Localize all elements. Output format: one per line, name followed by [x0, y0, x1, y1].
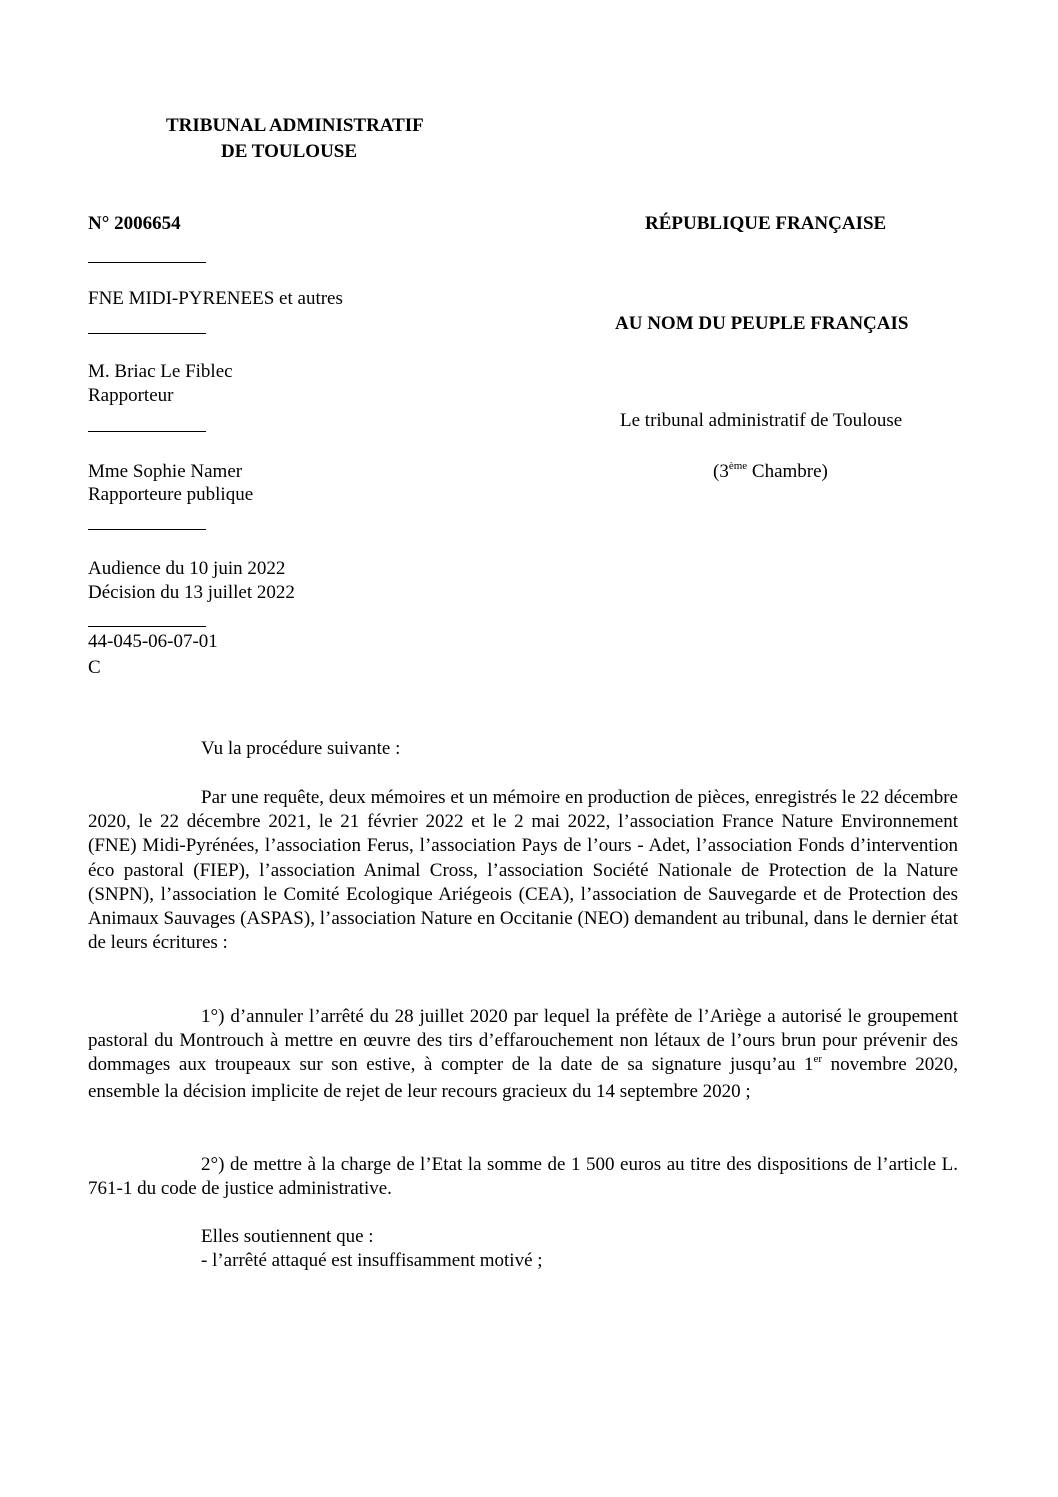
court-name-line2: DE TOULOUSE — [221, 141, 358, 162]
decision-date: Décision du 13 juillet 2022 — [88, 582, 295, 603]
separator-rule — [88, 262, 206, 263]
separator-rule — [88, 333, 206, 334]
rapporteur-role: Rapporteur — [88, 385, 174, 406]
separator-rule — [88, 529, 206, 530]
public-rapporteur-name: Mme Sophie Namer — [88, 461, 243, 482]
public-rapporteur-role: Rapporteure publique — [88, 484, 254, 505]
in-name-of-heading: AU NOM DU PEUPLE FRANÇAIS — [615, 313, 909, 334]
case-number: N° 2006654 — [88, 213, 181, 234]
publication-code: C — [88, 657, 101, 678]
arguments-intro: Elles soutiennent que : — [201, 1226, 374, 1247]
paragraph-claim-2: 2°) de mettre à la charge de l’Etat la somme de 1 500 euros au titre des dispositions de l’article L. 761-1 du code de justice administrative. — [88, 1154, 958, 1200]
hearing-date: Audience du 10 juin 2022 — [88, 558, 286, 579]
republic-heading: RÉPUBLIQUE FRANÇAISE — [645, 213, 887, 234]
paragraph-request: Par une requête, deux mémoires et un mémoire en production de pièces, enregistrés le 22 décembre 2020, le 22 décembre 2021, le 21 février 2022 et le 2 mai 2022, l’association France Nature Environnement (FNE) Midi-Pyrénées, l’association Ferus, l’association Pays de l’ours - Adet, l’association Fonds d’intervention éco pastoral (FIEP), l’association Animal Cross, l’association Société Nationale de Protection de la Nature (SNPN), l’association le Comité Ecologique Ariégeois (CEA), l’association de Sauvegarde et de Protection des Animaux Sauvages (ASPAS), l’association Nature en Occitanie (NEO) demandent au tribunal, dans le dernier état de leurs écritures : — [88, 787, 958, 954]
paragraph-claim-1: 1°) d’annuler l’arrêté du 28 juillet 2020 par lequel la préfète de l’Ariège a autorisé le groupement pastoral du Montrouch à mettre en œuvre des tirs d’effarouchement non létaux de l’ours brun pour prévenir des dommages aux troupeaux sur son estive, à compter de la date de sa signature jusqu’au 1er novembre 2020, ensemble la décision implicite de rejet de leur recours gracieux du 14 septembre 2020 ; — [88, 1006, 958, 1102]
procedure-intro: Vu la procédure suivante : — [201, 738, 401, 759]
separator-rule — [88, 626, 206, 627]
chamber: (3ème Chambre) — [713, 460, 828, 482]
argument-item: - l’arrêté attaqué est insuffisamment motivé ; — [201, 1250, 543, 1271]
parties: FNE MIDI-PYRENEES et autres — [88, 288, 343, 309]
court-name-line1: TRIBUNAL ADMINISTRATIF — [166, 115, 424, 136]
classification-code: 44-045-06-07-01 — [88, 631, 218, 652]
rapporteur-name: M. Briac Le Fiblec — [88, 361, 233, 382]
tribunal-line: Le tribunal administratif de Toulouse — [620, 410, 903, 431]
separator-rule — [88, 431, 206, 432]
